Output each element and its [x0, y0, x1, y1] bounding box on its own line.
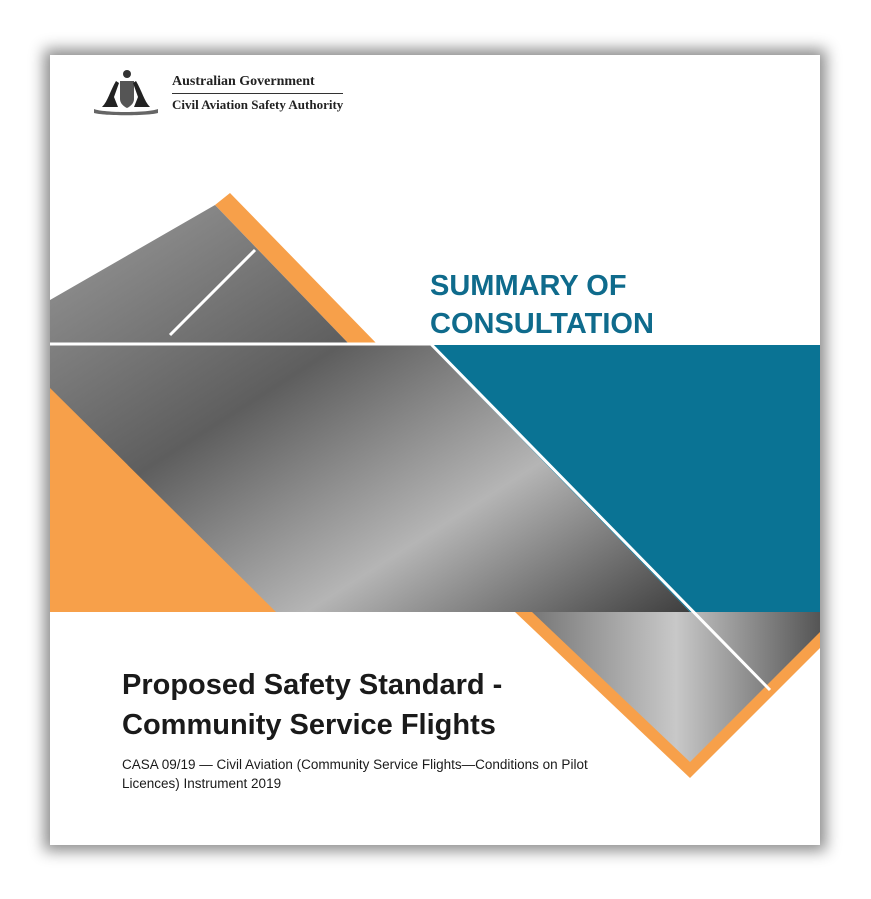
title-line-1: Proposed Safety Standard -: [122, 669, 503, 701]
title-line-2: Community Service Flights: [122, 709, 496, 741]
heading-line-1: SUMMARY OF: [430, 270, 627, 302]
heading-line-2: CONSULTATION: [430, 308, 654, 340]
document-subtitle: CASA 09/19 — Civil Aviation (Community Service Flights—Conditions on Pilot Licences) Instrument 2019: [122, 757, 588, 791]
document-cover-page: [50, 55, 820, 845]
agency-logo: [90, 67, 343, 119]
report-type-heading: [430, 267, 654, 343]
agency-label: Civil Aviation Safety Authority: [172, 96, 344, 112]
government-label: Australian Government: [172, 74, 343, 94]
document-title: [122, 665, 502, 745]
coat-of-arms-icon: [90, 67, 162, 119]
